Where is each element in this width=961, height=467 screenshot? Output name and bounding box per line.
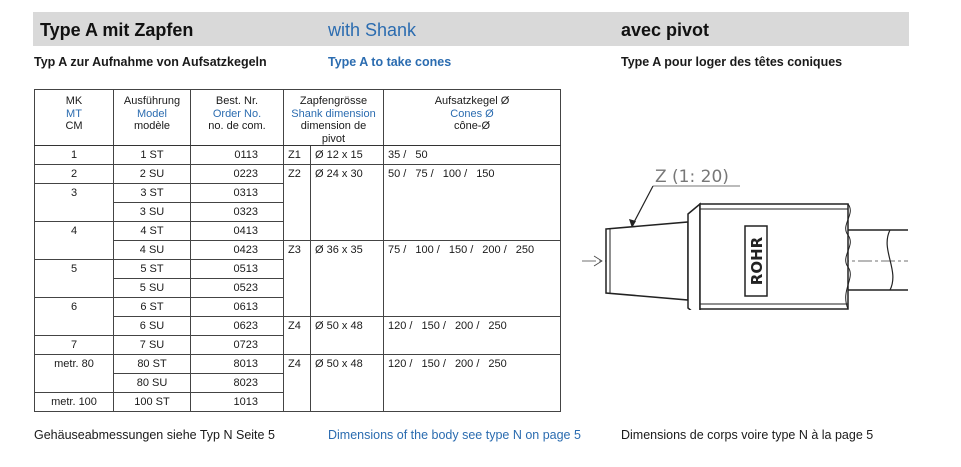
cell-cones bbox=[384, 165, 561, 241]
cell-order: 0323 bbox=[191, 203, 284, 222]
header-mk bbox=[35, 90, 114, 146]
cone-value: 150 / bbox=[421, 320, 446, 332]
table-row bbox=[35, 146, 561, 165]
collar-step bbox=[688, 204, 700, 310]
taper-label: Z (1: 20) bbox=[655, 167, 729, 187]
cell-mk: metr. 80 bbox=[35, 355, 114, 393]
header-model-en: Model bbox=[137, 107, 167, 120]
header-cones-de: Aufsatzkegel Ø bbox=[434, 95, 510, 107]
table-row bbox=[35, 165, 561, 184]
cell-mk: 1 bbox=[35, 146, 114, 165]
shank-drawing bbox=[580, 150, 910, 310]
header-mk-de: MK bbox=[65, 95, 83, 107]
cell-shank-code: Z3 bbox=[284, 241, 311, 317]
cell-mk: 7 bbox=[35, 336, 114, 355]
cell-order: 0423 bbox=[191, 241, 284, 260]
footer-note-french: Dimensions de corps voire type N à la page 5 bbox=[621, 428, 874, 442]
subtitle-english: Type A to take cones bbox=[328, 55, 452, 69]
header-model bbox=[114, 90, 191, 146]
cell-model: 5 SU bbox=[114, 279, 191, 298]
footer-note-german: Gehäuseabmessungen siehe Typ N Seite 5 bbox=[34, 428, 275, 442]
cell-cones bbox=[384, 146, 561, 165]
cell-order: 0723 bbox=[191, 336, 284, 355]
header-mk-en: MT bbox=[66, 107, 82, 120]
cell-model: 1 ST bbox=[114, 146, 191, 165]
header-model-fr: modèle bbox=[133, 120, 171, 132]
cone-value: 150 bbox=[476, 168, 495, 180]
cone-value: 150 / bbox=[421, 358, 446, 370]
cell-order: 0113 bbox=[191, 146, 284, 165]
header-order bbox=[191, 90, 284, 146]
cell-model: 5 ST bbox=[114, 260, 191, 279]
table-row bbox=[35, 355, 561, 374]
cone-value: 50 bbox=[415, 149, 428, 161]
cell-shank-code: Z1 bbox=[284, 146, 311, 165]
cell-order: 0613 bbox=[191, 298, 284, 317]
cell-model: 7 SU bbox=[114, 336, 191, 355]
cell-cones bbox=[384, 355, 561, 412]
header-shank-fr: dimension de pivot bbox=[300, 120, 367, 145]
cell-model: 80 SU bbox=[114, 374, 191, 393]
cone-value: 250 bbox=[488, 358, 507, 370]
header-cones bbox=[384, 90, 561, 146]
header-shank-en: Shank dimension bbox=[291, 107, 376, 120]
cone-value: 200 / bbox=[482, 244, 507, 256]
cell-mk: metr. 100 bbox=[51, 396, 97, 408]
header-cones-en: Cones Ø bbox=[450, 107, 494, 120]
cell-mk: 5 bbox=[35, 260, 114, 298]
footer-note-english: Dimensions of the body see type N on page 5 bbox=[328, 428, 581, 442]
header-order-en: Order No. bbox=[212, 107, 262, 120]
cone-value: 50 / bbox=[388, 168, 407, 180]
title-french: avec pivot bbox=[621, 20, 710, 40]
cone-value: 75 / bbox=[415, 168, 434, 180]
cone-value: 200 / bbox=[454, 358, 480, 370]
cell-model: 2 SU bbox=[114, 165, 191, 184]
brand-logo: ROHR bbox=[748, 236, 766, 286]
cell-shank-dim: Ø 50 x 48 bbox=[311, 317, 384, 355]
table-header-row bbox=[35, 90, 561, 146]
cell-cones bbox=[384, 317, 561, 355]
cone-value: 200 / bbox=[454, 320, 480, 332]
cell-mk: 6 bbox=[35, 298, 114, 336]
cell-order: 8023 bbox=[191, 374, 284, 393]
subtitle-french: Type A pour loger des têtes coniques bbox=[621, 55, 843, 69]
cell-model: 4 SU bbox=[114, 241, 191, 260]
cone-value: 150 / bbox=[448, 244, 474, 256]
cell-shank-dim: Ø 12 x 15 bbox=[311, 146, 384, 165]
cone-value: 100 / bbox=[442, 168, 468, 180]
cell-shank-dim: Ø 36 x 35 bbox=[311, 241, 384, 317]
tapered-shank bbox=[606, 222, 688, 300]
cell-mk: 4 bbox=[35, 222, 114, 260]
cone-value: 35 / bbox=[388, 149, 407, 161]
housing-body bbox=[700, 204, 848, 309]
cell-order: 1013 bbox=[191, 393, 284, 412]
cone-value: 75 / bbox=[388, 244, 407, 256]
cell-shank-dim: Ø 24 x 30 bbox=[311, 165, 384, 241]
cell-model: 6 ST bbox=[114, 298, 191, 317]
cell-model: 3 SU bbox=[114, 203, 191, 222]
cell-model: 6 SU bbox=[114, 317, 191, 336]
spec-table bbox=[34, 89, 561, 412]
cone-value: 100 / bbox=[415, 244, 440, 256]
cell-model: 3 ST bbox=[114, 184, 191, 203]
table-row bbox=[35, 317, 561, 336]
header-order-fr: no. de com. bbox=[208, 120, 266, 132]
cell-shank-dim: Ø 50 x 48 bbox=[311, 355, 384, 412]
cell-order: 0313 bbox=[191, 184, 284, 203]
cell-cones bbox=[384, 241, 561, 317]
cone-value: 120 / bbox=[388, 358, 413, 370]
shaft-break bbox=[887, 230, 893, 290]
cell-order: 0413 bbox=[191, 222, 284, 241]
cell-order: 0223 bbox=[191, 165, 284, 184]
cell-shank-code: Z4 bbox=[284, 355, 311, 412]
cell-model: 100 ST bbox=[114, 393, 191, 412]
cell-mk: 2 bbox=[35, 165, 114, 184]
header-mk-fr: CM bbox=[65, 120, 83, 132]
table-row bbox=[35, 241, 561, 260]
cell-shank-code: Z4 bbox=[284, 317, 311, 355]
header-shank-de: Zapfengrösse bbox=[299, 95, 368, 107]
header-order-de: Best. Nr. bbox=[215, 95, 259, 107]
cell-model: 4 ST bbox=[114, 222, 191, 241]
cone-value: 250 bbox=[515, 244, 535, 256]
cell-model: 80 ST bbox=[114, 355, 191, 374]
header-shank bbox=[284, 90, 384, 146]
title-german: Type A mit Zapfen bbox=[40, 20, 194, 40]
header-cones-fr: cône-Ø bbox=[453, 120, 491, 132]
cell-shank-code: Z2 bbox=[284, 165, 311, 241]
cell-order: 0513 bbox=[191, 260, 284, 279]
leader-line bbox=[632, 186, 653, 226]
title-english: with Shank bbox=[328, 20, 417, 40]
cone-value: 120 / bbox=[388, 320, 413, 332]
cell-order: 0523 bbox=[191, 279, 284, 298]
subtitle-german: Typ A zur Aufnahme von Aufsatzkegeln bbox=[34, 55, 267, 69]
cell-mk: 3 bbox=[35, 184, 114, 222]
cell-order: 8013 bbox=[191, 355, 284, 374]
cell-order: 0623 bbox=[191, 317, 284, 336]
cone-value: 250 bbox=[488, 320, 507, 332]
header-model-de: Ausführung bbox=[123, 95, 181, 107]
